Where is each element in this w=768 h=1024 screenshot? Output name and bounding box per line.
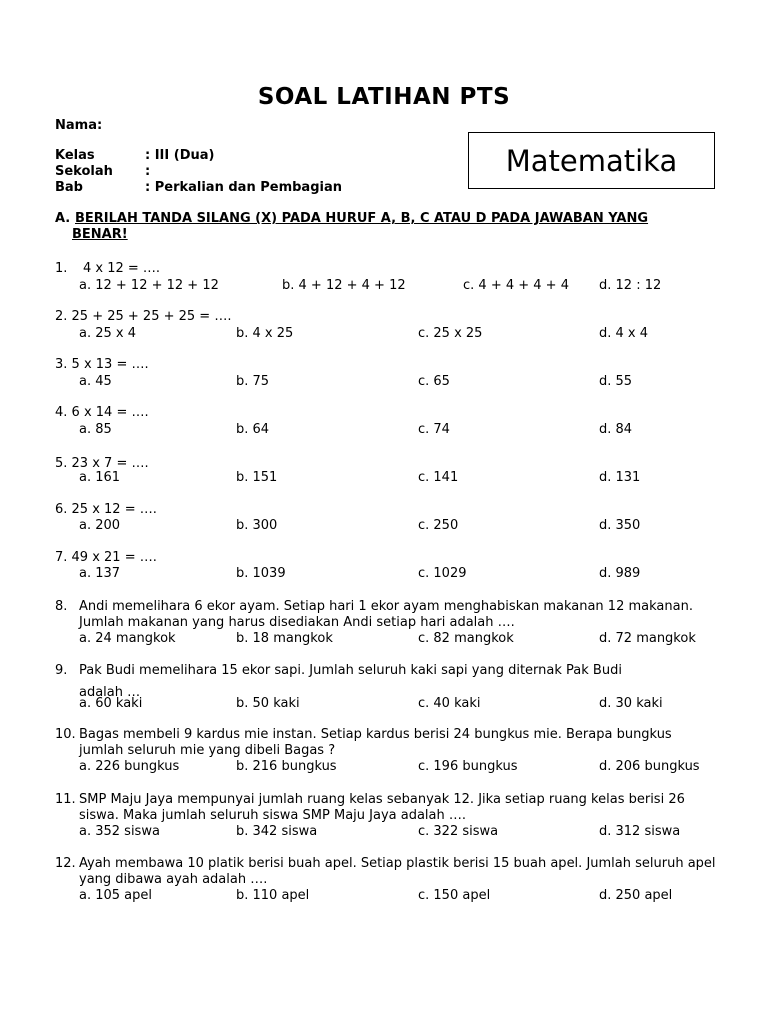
- option-d[interactable]: d. 30 kaki: [599, 696, 663, 711]
- option-c[interactable]: c. 25 x 25: [418, 326, 483, 341]
- question-text: Andi memelihara 6 ekor ayam. Setiap hari 1 ekor ayam menghabiskan makanan 12 makanan. Jumlah makanan yang harus disediakan Andi setiap hari adalah ….: [79, 599, 693, 630]
- option-c[interactable]: c. 196 bungkus: [418, 759, 518, 774]
- option-b[interactable]: b. 75: [236, 374, 270, 389]
- option-d[interactable]: d. 12 : 12: [599, 278, 662, 293]
- option-b[interactable]: b. 4 + 12 + 4 + 12: [282, 278, 406, 293]
- question-text: Bagas membeli 9 kardus mie instan. Setiap kardus berisi 24 bungkus mie. Berapa bungkus jumlah seluruh mie yang dibeli Bagas ?: [79, 727, 672, 758]
- option-c[interactable]: c. 250: [418, 518, 459, 533]
- option-a[interactable]: a. 105 apel: [79, 888, 153, 903]
- instruction-line-1: BERILAH TANDA SILANG (X) PADA HURUF A, B, C ATAU D PADA JAWABAN YANG: [75, 211, 649, 226]
- option-a[interactable]: a. 25 x 4: [79, 326, 137, 341]
- option-d[interactable]: d. 250 apel: [599, 888, 673, 903]
- section-number: A.: [55, 211, 71, 226]
- option-c[interactable]: c. 141: [418, 470, 459, 485]
- option-d[interactable]: d. 206 bungkus: [599, 759, 700, 774]
- option-b[interactable]: b. 4 x 25: [236, 326, 294, 341]
- option-d[interactable]: d. 989: [599, 566, 641, 581]
- option-a[interactable]: a. 45: [79, 374, 112, 389]
- option-d[interactable]: d. 350: [599, 518, 641, 533]
- option-b[interactable]: b. 216 bungkus: [236, 759, 337, 774]
- question-text: 2. 25 + 25 + 25 + 25 = ….: [55, 309, 232, 324]
- option-b[interactable]: b. 1039: [236, 566, 286, 581]
- option-d[interactable]: d. 131: [599, 470, 641, 485]
- option-a[interactable]: a. 352 siswa: [79, 824, 160, 839]
- option-c[interactable]: c. 322 siswa: [418, 824, 499, 839]
- nama-label: Nama:: [55, 118, 103, 133]
- question-text: Pak Budi memelihara 15 ekor sapi. Jumlah seluruh kaki sapi yang diternak Pak Budi: [79, 663, 622, 678]
- bab-label: Bab: [55, 180, 83, 195]
- option-b[interactable]: b. 18 mangkok: [236, 631, 333, 646]
- option-b[interactable]: b. 64: [236, 422, 270, 437]
- question-text: 6. 25 x 12 = ….: [55, 502, 157, 517]
- option-c[interactable]: c. 74: [418, 422, 450, 437]
- question-number: 8.: [55, 599, 68, 614]
- instruction-line-2: BENAR!: [72, 227, 128, 242]
- sekolah-label: Sekolah: [55, 164, 113, 179]
- sekolah-value: :: [145, 164, 151, 179]
- kelas-label: Kelas: [55, 148, 95, 163]
- section-instruction: [55, 211, 715, 243]
- option-c[interactable]: c. 82 mangkok: [418, 631, 514, 646]
- question-text: 4. 6 x 14 = ….: [55, 405, 149, 420]
- option-a[interactable]: a. 60 kaki: [79, 696, 143, 711]
- option-d[interactable]: d. 312 siswa: [599, 824, 681, 839]
- option-a[interactable]: a. 161: [79, 470, 121, 485]
- kelas-value: : III (Dua): [145, 148, 215, 163]
- question-text: 3. 5 x 13 = ….: [55, 357, 149, 372]
- option-b[interactable]: b. 342 siswa: [236, 824, 318, 839]
- page-title: SOAL LATIHAN PTS: [257, 84, 511, 110]
- option-b[interactable]: b. 50 kaki: [236, 696, 300, 711]
- question-text: 5. 23 x 7 = ….: [55, 456, 149, 471]
- option-d[interactable]: d. 55: [599, 374, 633, 389]
- option-a[interactable]: a. 85: [79, 422, 112, 437]
- option-d[interactable]: d. 4 x 4: [599, 326, 649, 341]
- option-a[interactable]: a. 137: [79, 566, 121, 581]
- option-a[interactable]: a. 200: [79, 518, 121, 533]
- question-text: 4 x 12 = ….: [83, 261, 161, 276]
- question-number: 9.: [55, 663, 68, 678]
- option-c[interactable]: c. 65: [418, 374, 450, 389]
- subject-name: Matematika: [505, 143, 678, 178]
- question-number: 1.: [55, 261, 68, 276]
- option-c[interactable]: c. 150 apel: [418, 888, 491, 903]
- option-b[interactable]: b. 300: [236, 518, 278, 533]
- option-b[interactable]: b. 110 apel: [236, 888, 310, 903]
- question-number: 12.: [55, 856, 76, 871]
- bab-value: : Perkalian dan Pembagian: [145, 180, 342, 195]
- question-text-continued: adalah …: [79, 685, 141, 700]
- option-b[interactable]: b. 151: [236, 470, 278, 485]
- subject-box: [468, 132, 715, 189]
- option-a[interactable]: a. 226 bungkus: [79, 759, 180, 774]
- option-d[interactable]: d. 72 mangkok: [599, 631, 696, 646]
- option-c[interactable]: c. 1029: [418, 566, 467, 581]
- option-a[interactable]: a. 12 + 12 + 12 + 12: [79, 278, 219, 293]
- question-number: 11.: [55, 792, 76, 807]
- question-text: SMP Maju Jaya mempunyai jumlah ruang kelas sebanyak 12. Jika setiap ruang kelas berisi 26 siswa. Maka jumlah seluruh siswa SMP Maju Jaya adalah ….: [79, 792, 685, 823]
- option-c[interactable]: c. 40 kaki: [418, 696, 481, 711]
- question-number: 10.: [55, 727, 76, 742]
- question-text: 7. 49 x 21 = ….: [55, 550, 157, 565]
- question-text: Ayah membawa 10 platik berisi buah apel. Setiap plastik berisi 15 buah apel. Jumlah seluruh apel yang dibawa ayah adalah ….: [79, 856, 716, 887]
- option-c[interactable]: c. 4 + 4 + 4 + 4: [463, 278, 569, 293]
- option-a[interactable]: a. 24 mangkok: [79, 631, 176, 646]
- option-d[interactable]: d. 84: [599, 422, 633, 437]
